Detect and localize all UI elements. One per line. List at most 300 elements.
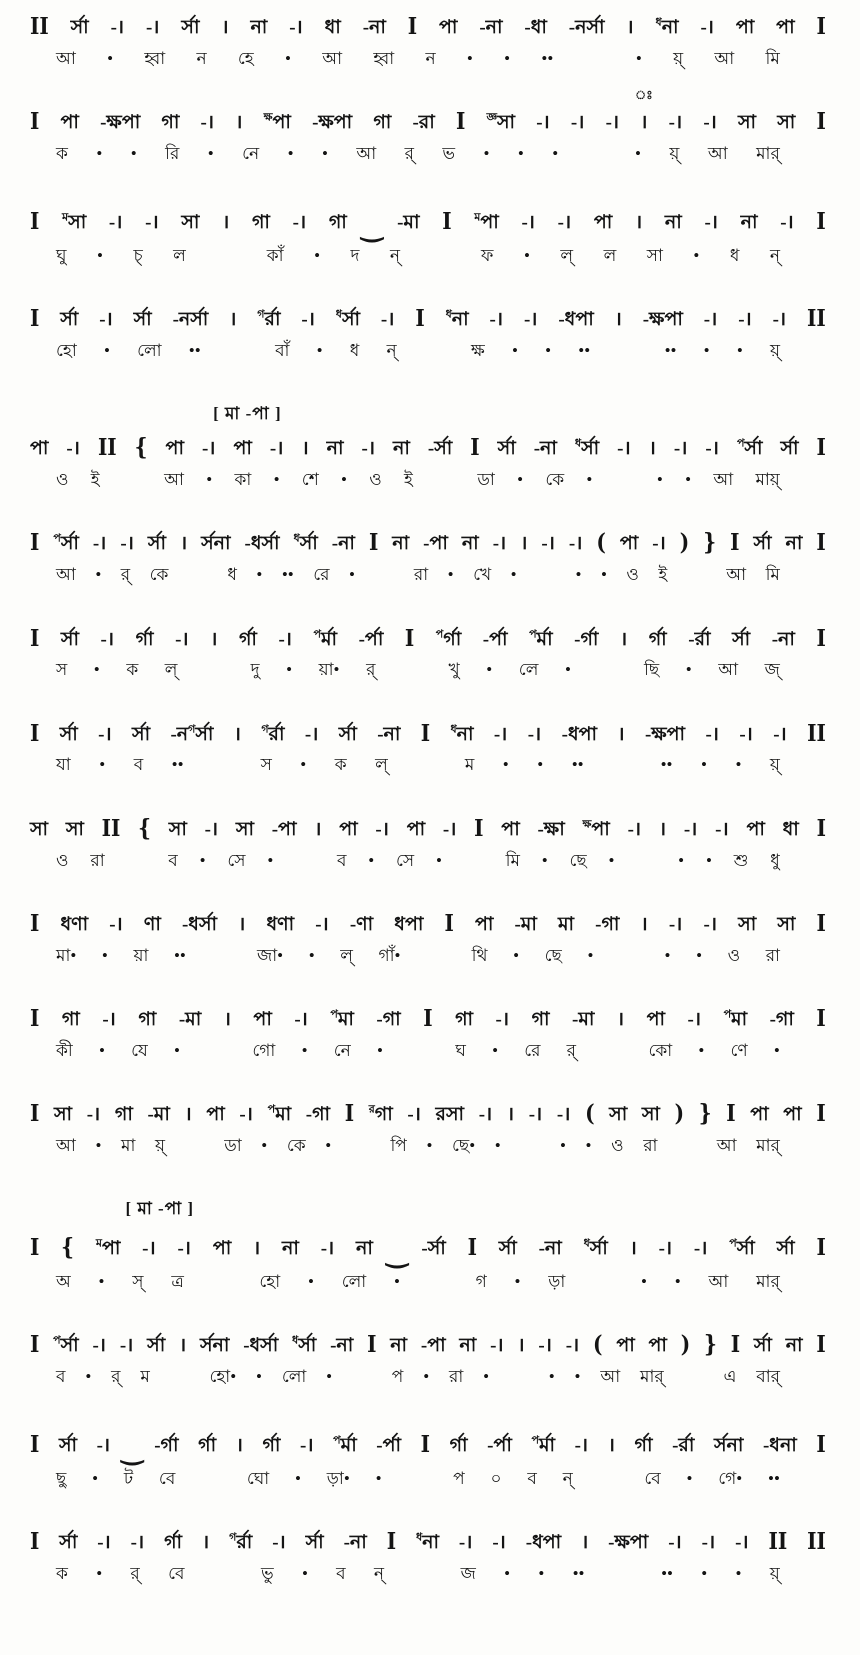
lyric-token: • — [96, 143, 103, 163]
barline: I — [816, 433, 826, 462]
grace-note: প — [333, 1435, 341, 1448]
lyric-token: • — [107, 48, 114, 68]
lyric-token: • — [548, 1367, 555, 1387]
lyric-token: •• — [173, 945, 186, 965]
notation-token: -গা — [595, 914, 620, 936]
lyric-token: আ — [56, 48, 76, 68]
notation-row — [30, 1101, 826, 1127]
barline: I — [30, 718, 40, 747]
lyric-token: • — [510, 565, 517, 585]
lyric-token: সে — [396, 850, 415, 870]
lyric-token: ও — [611, 1136, 624, 1156]
notation-token: পা — [30, 438, 49, 460]
notation-token: -না — [377, 723, 401, 745]
notation-token: র্গা — [198, 1435, 217, 1457]
notation-token: গা — [138, 1009, 157, 1031]
notation-token: র্সা — [498, 1238, 517, 1260]
notation-token: র্সা — [147, 1335, 166, 1357]
barline: I — [30, 304, 40, 332]
beat-mark: ঃ — [634, 88, 653, 103]
grace-note: প — [736, 437, 745, 450]
notation-token: পা — [750, 1104, 769, 1126]
notation-token: র্সনা — [200, 1335, 230, 1357]
lyric-token: • — [426, 1136, 433, 1156]
taal-section-marker: [ মা -পা ] — [125, 1199, 195, 1219]
lyric-token: ক — [56, 1564, 68, 1584]
notation-token: । — [221, 17, 229, 38]
lyric-token: • — [261, 1136, 268, 1156]
notation-token: পা — [339, 818, 358, 840]
lyric-token: • — [375, 1468, 382, 1488]
barline: I — [30, 207, 40, 236]
lyric-token: • — [494, 1136, 501, 1156]
grace-note: প — [313, 628, 321, 641]
barline: I — [368, 528, 379, 557]
grace-note: প — [723, 1008, 732, 1021]
lyric-token: ট — [123, 1468, 134, 1488]
notation-system — [30, 88, 826, 164]
lyric-token: • — [130, 143, 137, 163]
grace-note: প — [330, 1008, 338, 1021]
lyric-token: খু — [448, 660, 460, 680]
lyric-token: • — [325, 1136, 332, 1156]
notation-token: না — [740, 212, 758, 234]
lyric-token: • — [564, 660, 571, 680]
notation-token: $^ধ$র্সা — [335, 308, 361, 331]
lyric-token: • — [96, 1564, 103, 1584]
lyric-token: ব — [336, 850, 347, 870]
lyric-token: ই — [658, 565, 668, 585]
notation-token: । — [222, 212, 230, 234]
lyric-token: য়া — [133, 945, 149, 965]
taal-section-marker: [ মা -পা ] — [213, 404, 282, 424]
notation-token: । — [238, 914, 246, 936]
lyrics-row — [30, 755, 826, 775]
notation-token: পা — [735, 17, 755, 38]
notation-token: $^প$র্গা — [435, 628, 462, 650]
lyric-token: ধু — [770, 850, 780, 870]
repeat-brace: } — [704, 1330, 717, 1359]
lyric-token: লো — [341, 1271, 367, 1291]
lyric-token: ল্ — [375, 755, 388, 775]
lyric-token: জা• — [257, 945, 284, 965]
lyric-token: • — [85, 1367, 92, 1387]
barline: I — [816, 814, 826, 842]
notation-row — [30, 623, 826, 652]
barline: I — [816, 107, 826, 135]
lyric-token: • — [92, 1468, 99, 1488]
lyric-token: ক — [126, 660, 139, 680]
lyric-token: •• — [661, 1564, 673, 1584]
notation-token: সা — [738, 914, 757, 936]
lyric-token: জ্ — [764, 660, 780, 680]
notation-token: । — [635, 212, 643, 234]
notation-token: -। — [673, 438, 688, 460]
lyrics-row — [30, 470, 826, 490]
notation-token: -ধপা — [525, 1532, 562, 1554]
notation-token: -। — [478, 1104, 493, 1126]
lyrics-row — [30, 946, 826, 966]
grace-note: প — [53, 533, 61, 546]
notation-token: । — [179, 1335, 187, 1357]
notation-token: সা — [777, 914, 796, 936]
lyric-token: • — [545, 340, 552, 360]
lyric-token: য়্ — [769, 755, 780, 775]
notation-token: না — [282, 1238, 299, 1260]
barline: I — [726, 1099, 736, 1128]
lyrics-row — [30, 851, 826, 871]
lyric-token: • — [308, 945, 315, 965]
barline: II — [807, 718, 826, 747]
lyrics-row — [30, 341, 826, 361]
notation-token: পা — [776, 17, 795, 38]
barline: I — [816, 623, 826, 652]
notation-token: $^গ$র্রা — [229, 1532, 253, 1554]
notation-system — [30, 816, 826, 871]
notation-token: -। — [668, 1532, 682, 1554]
lyric-token: ভ — [442, 143, 456, 163]
notation-row — [30, 718, 826, 747]
lyric-token: মার্ — [756, 1136, 780, 1156]
lyrics-row — [30, 565, 826, 585]
notation-token: -। — [120, 533, 134, 555]
lyric-token: •• — [541, 48, 554, 68]
notation-token: না — [459, 1335, 477, 1357]
notation-token: -। — [668, 914, 683, 936]
lyric-token: • — [587, 945, 594, 965]
notation-token: । — [640, 914, 648, 936]
lyric-token: ঘু — [56, 245, 67, 265]
notation-token: $^প$মা — [330, 1008, 354, 1031]
notation-token: -। — [204, 818, 219, 840]
notation-token: $^প$র্সা — [729, 1238, 755, 1260]
lyric-token: লো — [137, 340, 162, 360]
lyric-token: ডা — [224, 1136, 242, 1156]
notation-token: $^গ$র্রা — [257, 308, 281, 331]
notation-token: -। — [715, 818, 729, 840]
notation-token: র্সা — [776, 1238, 795, 1260]
lyric-token: আ — [708, 1271, 729, 1291]
notation-row — [30, 911, 826, 937]
notation-token: -ক্ষপা — [644, 723, 686, 745]
lyric-token: • — [541, 850, 548, 870]
grace-note: ক্ষ — [263, 111, 273, 124]
lyric-token: • — [466, 48, 473, 68]
notation-token: না — [390, 1335, 408, 1357]
notation-token: র্গা — [648, 628, 667, 650]
notation-token: গা — [328, 212, 347, 234]
lyric-token: • — [95, 1136, 102, 1156]
notation-row — [30, 14, 826, 40]
lyric-token: • — [95, 565, 102, 585]
notation-token: $^ধ$র্সা — [574, 437, 600, 460]
notation-token: $^ম$সা — [62, 211, 87, 234]
notation-token: গা — [531, 1009, 550, 1031]
lyrics-row — [30, 49, 826, 69]
notation-token: -। — [705, 723, 719, 745]
barline: I — [442, 207, 452, 236]
notation-token: -। — [495, 1009, 510, 1031]
lyric-token: য়্ — [155, 1136, 166, 1156]
barline: I — [816, 1004, 826, 1032]
lyrics-row — [30, 1041, 826, 1061]
lyric-token: আ — [164, 470, 184, 490]
barline: I — [816, 1099, 826, 1128]
lyric-token: যে — [131, 1040, 148, 1060]
repeat-brace: ( — [596, 528, 606, 557]
grace-note: র — [368, 1103, 375, 1116]
grace-note: গ — [257, 308, 265, 321]
lyric-token: ডা — [477, 470, 495, 490]
barline: I — [420, 718, 431, 747]
lyric-token: • — [693, 245, 700, 265]
notation-token: । — [253, 1238, 261, 1260]
lyric-token: হ্বা — [144, 48, 166, 68]
lyric-token: লো — [281, 1367, 307, 1387]
grace-note: গ — [188, 723, 196, 736]
lyric-token: মা• — [56, 945, 77, 965]
notation-token: -পা — [271, 818, 297, 840]
lyric-token: আ — [56, 1136, 76, 1156]
lyric-token: • — [483, 1367, 490, 1387]
notation-token: $^ধ$র্সা — [583, 1238, 608, 1260]
barline: I — [404, 623, 415, 652]
notation-token: $^{ক্ষ}$পা — [582, 818, 610, 840]
notation-token: -। — [617, 438, 631, 460]
notation-token: -। — [701, 1532, 716, 1554]
lyric-token: • — [486, 660, 493, 680]
notation-token: সা — [609, 1104, 628, 1126]
lyric-token: আ — [707, 143, 728, 163]
lyric-token: • — [394, 1271, 400, 1291]
notation-token: -র্গা — [154, 1435, 179, 1457]
barline: I — [30, 1004, 40, 1032]
notation-token: গা — [251, 212, 270, 234]
lyric-token: কে — [545, 470, 565, 490]
lyric-token: বে — [158, 1468, 176, 1488]
notation-system — [30, 718, 826, 776]
notation-token: র্গা — [164, 1532, 183, 1554]
lyric-token: স — [56, 660, 68, 680]
lyric-token: মার্ — [756, 1271, 780, 1291]
lyric-token: • — [703, 340, 710, 360]
lyric-token: • — [207, 143, 214, 163]
notation-token: -মা — [147, 1104, 170, 1126]
lyric-token: আ — [718, 660, 739, 680]
barline: I — [344, 1099, 355, 1128]
lyric-token: য়্ — [769, 1564, 780, 1584]
lyric-token: ফ — [481, 245, 494, 265]
lyrics-row — [30, 1136, 826, 1156]
lyric-token: ছে — [569, 850, 587, 870]
notation-token: না — [664, 212, 682, 234]
notation-token: সা — [168, 818, 187, 840]
lyric-token: ন — [196, 48, 207, 68]
lyric-token: • — [575, 565, 582, 585]
lyric-token: আ — [600, 1367, 621, 1387]
notation-token: $^গ$র্রা — [261, 723, 285, 745]
notation-token: র্সনা — [713, 1435, 744, 1457]
notation-token: । — [626, 17, 634, 38]
notation-token: -। — [96, 1435, 111, 1457]
notation-token: -। — [110, 17, 125, 38]
barline: I — [407, 12, 418, 40]
notation-token: র্সা — [59, 1532, 78, 1554]
notation-token: -পা — [420, 1335, 446, 1357]
lyric-token: • — [736, 340, 743, 360]
lyric-token: য়া• — [318, 660, 340, 680]
lyric-token: • — [295, 1468, 301, 1488]
notation-token: র্গা — [262, 1435, 281, 1457]
notation-token: -না — [331, 533, 355, 555]
grace-note: ধ — [655, 16, 662, 29]
lyric-token: • — [686, 1468, 693, 1488]
notation-token: -। — [380, 309, 395, 331]
notation-token: -না — [538, 1238, 562, 1260]
grace-note: গ — [261, 723, 269, 736]
lyric-token: র্ — [120, 565, 131, 585]
barline: I — [730, 528, 740, 557]
notation-token: -পা — [423, 533, 448, 555]
notation-token: -। — [289, 17, 303, 38]
lyric-token: • — [301, 1040, 308, 1060]
notation-token: পা — [60, 112, 79, 134]
barline: I — [816, 1330, 826, 1359]
lyric-token: • — [685, 470, 692, 490]
notation-token: র্সা — [60, 628, 79, 650]
lyric-token: • — [517, 143, 524, 163]
lyric-token: • — [698, 1040, 705, 1060]
lyric-token: কে — [286, 1136, 306, 1156]
lyric-token: • — [705, 850, 712, 870]
lyric-token: গো — [252, 1040, 276, 1060]
notation-token: -র্রা — [672, 1435, 695, 1457]
notation-token: -। — [109, 914, 123, 936]
notation-token: । — [314, 818, 322, 840]
barline: I — [474, 814, 484, 842]
lyric-token: • — [574, 1367, 581, 1387]
barline: II — [768, 1527, 788, 1556]
lyric-token: গাঁ• — [378, 945, 401, 965]
notation-system — [30, 204, 826, 266]
notation-token: রসা — [435, 1104, 465, 1126]
lyric-token: ম — [464, 755, 475, 775]
notation-row — [30, 306, 826, 332]
barline: I — [30, 1330, 40, 1359]
lyric-token: ছে — [544, 945, 562, 965]
lyric-token: • — [504, 48, 511, 68]
barline: II — [807, 1527, 826, 1556]
notation-token: পা — [439, 17, 458, 38]
lyric-token: • — [321, 143, 328, 163]
notation-token: -। — [97, 1532, 111, 1554]
notation-token: -। — [683, 818, 698, 840]
barline: I — [30, 1233, 40, 1262]
notation-token: । — [229, 309, 237, 331]
lyric-token: ল্ — [164, 660, 178, 680]
notation-system — [30, 306, 826, 361]
notation-token: $^প$র্মা — [333, 1435, 357, 1457]
notation-token: না — [392, 533, 410, 555]
lyric-token: ণে — [730, 1040, 748, 1060]
notation-system — [30, 401, 826, 490]
notation-token: -। — [687, 1009, 702, 1031]
lyric-token: ছি — [644, 660, 660, 680]
notation-token: $^{ক্ষ}$পা — [263, 111, 291, 134]
lyric-token: গ — [475, 1271, 487, 1291]
lyric-token: ব — [336, 1564, 346, 1584]
notation-token: র্সা — [753, 533, 772, 555]
notation-token: না — [461, 533, 479, 555]
barline: I — [415, 304, 425, 332]
lyric-token: • — [316, 340, 323, 360]
lyric-token: ন্ — [386, 340, 397, 360]
lyric-token: কী — [56, 1040, 73, 1060]
lyric-token: মি — [765, 48, 780, 68]
notation-token: $^ধ$না — [655, 16, 679, 38]
lyric-token: ছে• — [452, 1136, 476, 1156]
grace-note: ধ — [450, 723, 457, 736]
notation-system — [30, 911, 826, 966]
grace-note: ধ — [292, 1335, 299, 1347]
notation-token: -। — [536, 112, 550, 134]
lyric-token: নে — [333, 1040, 351, 1060]
lyric-token: দ — [350, 245, 360, 265]
lyric-token: • — [538, 1564, 545, 1584]
lyric-token: • — [97, 245, 103, 265]
barline: I — [816, 207, 826, 236]
lyric-token: ল — [603, 245, 617, 265]
lyric-token: •• — [578, 340, 591, 360]
notation-token: । — [506, 1104, 515, 1126]
notation-token: পা — [253, 1009, 272, 1031]
notation-token: । — [235, 112, 243, 134]
notation-token: -। — [98, 723, 112, 745]
lyric-token: • — [341, 470, 347, 490]
lyric-token: • — [307, 1271, 314, 1291]
notation-token: -গা — [376, 1009, 401, 1031]
lyric-token: কো — [648, 1040, 673, 1060]
notation-token: -। — [557, 212, 572, 234]
lyric-token: ন্ — [389, 245, 401, 265]
notation-token: -ধপা — [561, 723, 598, 745]
lyric-token: শে — [301, 470, 319, 490]
notation-token: । — [614, 309, 622, 331]
notation-token: -। — [772, 309, 787, 331]
lyrics-row — [30, 1272, 826, 1292]
lyric-token: রা — [765, 945, 780, 965]
lyric-token: আ — [726, 565, 747, 585]
notation-token: -। — [652, 533, 666, 555]
notation-token: -র্সা — [421, 1238, 446, 1260]
notation-row — [30, 816, 826, 842]
notation-token: সা — [30, 818, 49, 840]
lyric-token: মি — [505, 850, 520, 870]
notation-token: -। — [735, 1532, 749, 1554]
lyric-token: ড়া — [548, 1271, 566, 1291]
lyric-token: র্ — [404, 143, 414, 163]
notation-token: -। — [703, 309, 718, 331]
notation-token: পা — [593, 212, 613, 234]
notation-token: -। — [304, 723, 319, 745]
lyric-token: • — [600, 565, 607, 585]
lyric-token: • — [300, 755, 307, 775]
notation-token: -র্সা — [427, 438, 453, 460]
notation-token: গা — [373, 112, 392, 134]
barline: I — [467, 1233, 477, 1262]
notation-row — [30, 204, 826, 243]
lyric-token: • — [286, 660, 293, 680]
